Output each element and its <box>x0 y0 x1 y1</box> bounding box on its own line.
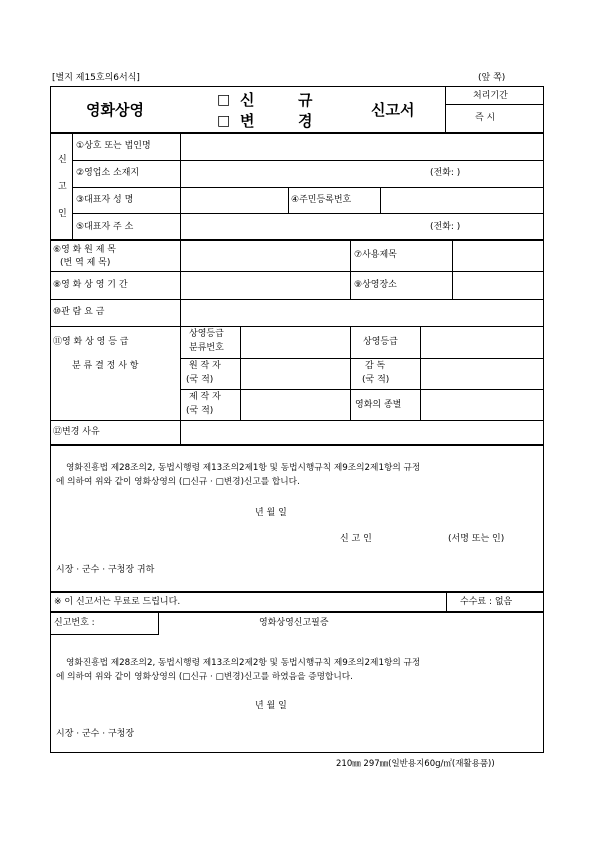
producer-field[interactable] <box>242 391 348 419</box>
cert-line-1: 영화진흥법 제28조의2, 동법시행령 제13조의2제2항 및 동법시행규칙 제9조의2제1항의 규정 <box>66 658 421 668</box>
reg-no-label: ④주민등록번호 <box>291 195 352 205</box>
company-name-field[interactable] <box>182 134 542 159</box>
rating-label-1: ⑪영 화 상 영 등 급 <box>53 337 129 347</box>
cert-title: 영화상영신고필증 <box>259 618 329 628</box>
cert-date: 년 월 일 <box>255 701 287 711</box>
opt-new-checkbox[interactable]: □ <box>217 92 231 108</box>
office-phone: (전화: ) <box>430 168 461 178</box>
director-label-1: 감 독 <box>365 361 386 371</box>
class-no-label-2: 분류번호 <box>189 343 224 353</box>
screening-period-label: ⑧영 화 상 영 기 간 <box>53 280 128 290</box>
period-value: 즉 시 <box>475 113 496 123</box>
applicant-char-2: 고 <box>58 182 67 192</box>
cert-line-2: 에 의하여 위와 같이 영화상영의 (□신규 · □변경)신고를 하였음을 증명합니다. <box>56 672 353 682</box>
rep-name-label: ③대표자 성 명 <box>76 195 134 205</box>
rating-label-2: 분 류 결 정 사 항 <box>72 361 139 371</box>
admission-fee-label: ⑩관 람 요 금 <box>53 307 105 317</box>
office-address-field[interactable] <box>182 162 422 186</box>
admission-fee-field[interactable] <box>182 301 542 325</box>
genre-label: 영화의 종별 <box>355 400 402 410</box>
opt-new-char1: 신 <box>240 91 255 109</box>
free-notice: ※ 이 신고서는 무료로 드립니다. <box>54 597 181 607</box>
producer-label-1: 제 작 자 <box>189 392 221 402</box>
company-name-label: ①상호 또는 법인명 <box>76 141 151 151</box>
usage-title-label: ⑦사용제목 <box>354 250 397 260</box>
screening-period-field[interactable] <box>182 273 348 298</box>
usage-title-field[interactable] <box>454 241 542 270</box>
opt-change-checkbox[interactable]: □ <box>217 113 231 129</box>
rep-address-label: ⑤대표자 주 소 <box>76 222 134 232</box>
class-no-label-1: 상영등급 <box>189 329 224 339</box>
statement-line-2: 에 의하여 위와 같이 영화상영의 (□신규 · □변경)신고를 합니다. <box>56 477 300 487</box>
page-side: (앞 쪽) <box>478 73 506 83</box>
signer-label: 신 고 인 <box>340 534 372 544</box>
genre-field[interactable] <box>422 391 542 419</box>
director-field[interactable] <box>422 360 542 388</box>
rep-address-field[interactable] <box>182 215 422 238</box>
applicant-char-1: 신 <box>58 155 67 165</box>
opt-change-char2: 경 <box>298 112 313 130</box>
office-address-label: ②영업소 소재지 <box>76 168 140 178</box>
film-title-label-2: (번 역 제 목) <box>60 258 111 268</box>
form-number: [별지 제15호의6서식] <box>52 73 140 83</box>
screening-place-label: ⑨상영장소 <box>354 280 397 290</box>
opt-new-char2: 규 <box>298 91 313 109</box>
applicant-char-3: 인 <box>58 209 67 219</box>
cert-issuer: 시장 · 군수 · 구청장 <box>56 729 135 739</box>
class-no-field[interactable] <box>242 328 348 357</box>
opt-change-char1: 변 <box>240 112 255 130</box>
statement-line-1: 영화진흥법 제28조의2, 동법시행령 제13조의2제1항 및 동법시행규칙 제9조의2제1항의 규정 <box>66 463 421 473</box>
author-label-1: 원 작 자 <box>189 361 221 371</box>
period-label: 처리기간 <box>473 91 508 101</box>
rep-phone: (전화: ) <box>430 222 461 232</box>
director-label-2: (국 적) <box>362 375 390 385</box>
grade-label: 상영등급 <box>363 337 398 347</box>
film-title-label-1: ⑥영 화 원 제 목 <box>53 245 116 255</box>
producer-label-2: (국 적) <box>186 406 214 416</box>
title-main: 영화상영 <box>86 101 144 119</box>
change-reason-label: ⑫변경 사유 <box>53 427 100 437</box>
statement-date: 년 월 일 <box>255 508 287 518</box>
fee-text: 수수료 : 없음 <box>460 597 513 607</box>
author-label-2: (국 적) <box>186 375 214 385</box>
title-report: 신고서 <box>371 101 415 119</box>
author-field[interactable] <box>242 360 348 388</box>
sign-note: (서명 또는 인) <box>448 534 505 544</box>
film-title-field[interactable] <box>182 241 348 270</box>
screening-place-field[interactable] <box>454 273 542 298</box>
paper-spec: 210㎜ 297㎜(일반용지60g/㎡(재활용품)) <box>336 759 495 769</box>
recipient: 시장 · 군수 · 구청장 귀하 <box>56 565 155 575</box>
grade-field[interactable] <box>422 328 542 357</box>
cert-number-label: 신고번호 : <box>54 618 95 628</box>
change-reason-field[interactable] <box>182 422 542 443</box>
reg-no-field[interactable] <box>382 189 542 212</box>
rep-name-field[interactable] <box>182 189 287 212</box>
